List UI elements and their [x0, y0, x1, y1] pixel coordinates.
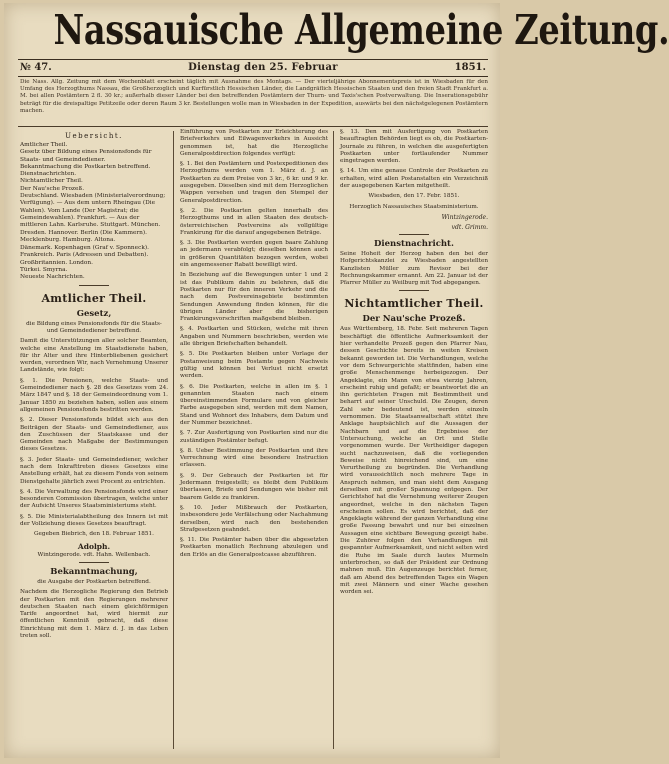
column-divider-1: [173, 131, 174, 749]
overview-item: Bekanntmachung die Postkarten betreffend.: [20, 163, 151, 170]
column-1: [20, 129, 168, 751]
amtlicher-theil-heading: Amtlicher Theil.: [41, 291, 147, 305]
postkarten-paragraph: §. 3. Die Postkarten werden gegen baare Zahlung an jedermann verabfolgt; dieselben können auch in größeren Quantitäten bezogen werden, wobei ein angemessener Rabatt bewilligt wird.: [180, 240, 328, 269]
postkarten-paragraph: §. 8. Ueber Bestimmung der Postkarten und ihre Verrechnung wird eine besondere Instruction erlassen.: [180, 447, 328, 469]
masthead-title: Nassauische Allgemeine Zeitung.: [53, 6, 669, 54]
postkarten-paragraph: §. 9. Der Gebrauch der Postkarten ist für Jedermann freigestellt; es bleibt dem Publikum überlassen, Briefe und Sendungen wie bisher mit baarem Gelde zu frankiren.: [180, 472, 328, 501]
overview-item: Dänemark. Kopenhagen (Graf v. Sponneck).: [20, 245, 149, 252]
postkarten-paragraph: Einführung von Postkarten zur Erleichterung des Briefverkehrs und Eilwagenverkehrs in Aussicht genommen ist, hat die Herzogliche Generalpostdirection folgendes verfügt:: [180, 129, 328, 157]
prozess-heading: Der Nau'sche Prozeß.: [362, 314, 466, 325]
postkarten-paragraph: §. 5. Die Postkarten bleiben unter Vorlage der Postanweisung beim Postamte gegen Nachweis gültig und können bei Verlust nicht ersetzt werden.: [180, 351, 328, 380]
authority-signature: Wintzingerode.: [441, 213, 488, 221]
gesetz-paragraph: §. 1. Die Pensionen, welche Staats- und Gemeindediener nach §. 28 des Gesetzes vom 24. März 1847 und §. 18 der Gemeindeordnung vom 1. Januar 1850 zu beziehen haben, sollen aus einem allgemeinen Pensionsfonds bestritten werden.: [20, 377, 168, 413]
overview-item: Großbritannien. London.: [20, 259, 93, 266]
dienstnachricht-heading: Dienstnachricht.: [374, 238, 454, 249]
postkarten-paragraph: In Beziehung auf die Bewegungen unter 1 und 2 ist das Publikum dahin zu belehren, daß die Postkarten nur für den inneren Verkehr und die nach dem Postvereinsgebiete bestimmten Sendungen Anwendung finden können, für die übrigen Länder aber die bisherigen Frankirungsvorschriften maßgebend bleiben.: [180, 272, 328, 323]
section-divider: [399, 234, 429, 235]
gesetz-countersign: Wintzingerode. vdt. Hahn. Wellenbach.: [37, 551, 151, 558]
postkarten-paragraph: §. 14. Um eine genaue Controle der Postkarten zu erhalten, wird allen Postanstalten ein Verzeichniß der ausgegebenen Karten mitgetheilt.: [340, 168, 488, 190]
overview-item: Türkei. Smyrna.: [20, 267, 68, 274]
gesetz-signature: Adolph.: [77, 541, 111, 551]
gesetz-paragraph: §. 2. Dieser Pensionsfonds bildet sich aus den Beiträgen der Staats- und Gemeindediener, aus den Zuschüssen der Staatskasse und der Gemeinden nach Maßgabe der Bestimmungen dieses Gesetzes.: [20, 417, 168, 453]
issue-year: 1851.: [454, 62, 486, 73]
overview-item: Amtlicher Theil.: [20, 142, 68, 148]
overview-item: Frankreich. Paris (Adressen und Debatten).: [20, 252, 149, 259]
header-divider: [18, 126, 488, 127]
gesetz-paragraph: Damit die Unterstützungen aller solcher Beamten, welche eine Anstellung im Staatsdienste haben, für ihr Alter und ihre Hinterbliebenen gesichert werden, verordnen Wir, nach Vernehmung Unserer Landstände, wie folgt:: [20, 338, 168, 374]
nichtamtlicher-theil-heading: Nichtamtlicher Theil.: [344, 297, 484, 311]
column-divider-2: [333, 131, 334, 749]
bekanntmachung-text: Nachdem die Herzogliche Regierung den Betrieb der Postkarten mit den Regierungen mehrerer deutschen Staaten nach einem gleichförmigen Tarife angeordnet hat, wird hiermit zur öffentlichen Kenntniß gebracht, daß diese Einrichtung mit dem 1. März d. J. in das Leben treten soll.: [20, 589, 168, 640]
postkarten-paragraph: §. 11. Die Postämter haben über die abgesetzten Postkarten monatlich Rechnung abzulegen und den Erlös an die Generalpostcasse abzuführen.: [180, 537, 328, 558]
postkarten-paragraph: §. 1. Bei den Postämtern und Postexpeditionen des Herzogthums werden vom 1. März d. J. an Postkarten zu dem Preise von 3 kr., 6 kr. und 9 kr. ausgegeben. Dieselben sind mit dem Herzoglichen Wappen versehen und tragen den Stempel der Generalpostdirection.: [180, 161, 328, 204]
section-divider: [79, 562, 109, 563]
section-divider: [399, 290, 429, 291]
issue-date: Dienstag den 25. Februar: [188, 62, 338, 73]
prozess-text: Aus Württemberg, 18. Febr. Seit mehreren Tagen beschäftigt die öffentliche Aufmerksamkeit der hier verhandelte Prozeß gegen den Pfarrer Nau, dessen Geschichte bereits in weiten Kreisen bekannt geworden ist. Die Verhandlungen, welche vor dem Schwurgerichte stattfinden, haben eine große Menschenmenge herbeigezogen. Der Angeklagte, ein Mann von etwa vierzig Jahren, erscheint ruhig und gefaßt; er beantwortet die an ihn gerichteten Fragen mit Bestimmtheit und beharrt auf seiner Unschuld. Die Zeugen, deren Zahl sehr bedeutend ist, werden einzeln vernommen. Die Staatsanwaltschaft stützt ihre Anklage hauptsächlich auf die Aussagen der Nachbarn und auf die Ergebnisse der Untersuchung, welche an Ort und Stelle vorgenommen wurde. Der Vertheidiger dagegen sucht nachzuweisen, daß die vorliegenden Beweise nicht hinreichend sind, um eine Verurtheilung zu begründen. Die Verhandlung wird voraussichtlich noch mehrere Tage in Anspruch nehmen, und man sieht dem Ausgang derselben mit großer Spannung entgegen. Der Gerichtshof hat die Vernehmung weiterer Zeugen angeordnet, welche in den nächsten Tagen erscheinen sollen. Es wird berichtet, daß der Angeklagte während der ganzen Verhandlung eine große Fassung bewahrt und nur bei einzelnen Aussagen eine sichtbare Bewegung gezeigt habe. Die Zuhörer folgen den Verhandlungen mit gespannter Aufmerksamkeit, und nicht selten wird die Ruhe im Saale durch lautes Murmeln unterbrochen, so daß der Präsident zur Ordnung mahnen muß. Ein Augenzeuge berichtet ferner, daß am Abend des betreffenden Tages ein Wagen mit zwei Männern und einer Wache gesehen worden sei.: [340, 326, 488, 596]
gesetz-paragraph: §. 4. Die Verwaltung des Pensionsfonds wird einer besonderen Commission übertragen, welche unter der Aufsicht Unseres Staatsministeriums steht.: [20, 488, 168, 510]
column-3: [340, 129, 488, 751]
overview-item: Nichtamtlicher Theil.: [20, 178, 83, 185]
overview-heading: Uebersicht.: [65, 132, 123, 140]
overview-item: Neueste Nachrichten.: [20, 274, 85, 281]
issue-number: № 47.: [20, 62, 52, 73]
bekanntmachung-heading: Bekanntmachung,: [50, 566, 138, 577]
postkarten-paragraph: §. 4. Postkarten und Stücken, welche mit ihren Angaben und Nummern beschrieben, werden wie alle übrigen Briefschaften behandelt.: [180, 326, 328, 348]
bekanntmachung-subtitle: die Ausgabe der Postkarten betreffend.: [37, 578, 151, 585]
overview-item: Der Nau'sche Prozeß.: [20, 185, 85, 192]
overview-item: Deutschland. Wiesbaden (Ministerialverordnung; Verfügung). — Aus dem untern Rheingau (Die Wahlen). Vom Lande (Der Magistrat; die Gemeindewahlen). Frankfurt. — Aus der mittleren Lahn. Karlsruhe. Stuttgart. München. Dresden. Hannover. Berlin (Die Kammern). Mecklenburg. Hamburg. Altona.: [20, 193, 166, 243]
gesetz-paragraph: §. 3. Jeder Staats- und Gemeindediener, welcher nach dem Inkrafttreten dieses Gesetzes eine Anstellung erhält, hat zu diesem Fonds von seinem Dienstgehalte jährlich zwei Procent zu entrichten.: [20, 456, 168, 485]
dateline: [18, 59, 488, 77]
overview-item: Dienstnachrichten.: [20, 171, 77, 178]
postkarten-paragraph: §. 7. Zur Ausfertigung von Postkarten sind nur die zuständigen Postämter befugt.: [180, 430, 328, 444]
overview-item: Gesetz über Bildung eines Pensionsfonds für Staats- und Gemeindediener.: [20, 149, 152, 163]
dienstnachricht-text: Seine Hoheit der Herzog haben den bei der Hofgerichtskanzlei zu Wiesbaden angestellten Kanzlisten Müller zum Revisor bei der Rechnungskammer ernannt. Am 22. Januar ist der Pfarrer Müller zu Weilburg mit Tod abgegangen.: [340, 250, 488, 287]
place-date: Wiesbaden, den 17. Febr. 1851.: [368, 193, 460, 200]
postkarten-paragraph: §. 6. Die Postkarten, welche in allen im §. 1 genannten Staaten nach einem übereinstimmenden Formulare und von gleicher Farbe ausgegeben sind, werden mit dem Namen, Stand und Wohnort des Inhabers, dem Datum und der Nummer bezeichnet.: [180, 383, 328, 426]
gesetz-place-date: Gegeben Biebrich, den 18. Februar 1851.: [34, 531, 154, 538]
postkarten-paragraph: §. 10. Jeder Mißbrauch der Postkarten, insbesondere jede Verfälschung oder Nachahmung derselben, wird nach den bestehenden Strafgesetzen geahndet.: [180, 504, 328, 533]
authority-countersign: vdt. Grimm.: [451, 223, 488, 231]
postkarten-paragraph: §. 2. Die Postkarten gelten innerhalb des Herzogthums und in allen Staaten des deutsch-österreichischen Postvereins als vollgültige Frankirung für die darauf angegebenen Beträge.: [180, 207, 328, 236]
section-divider: [79, 285, 109, 286]
newspaper-page: [4, 3, 669, 758]
gesetz-paragraph: §. 5. Die Ministerialabtheilung des Innern ist mit der Vollziehung dieses Gesetzes beauftragt.: [20, 513, 168, 528]
subscription-notice: Die Nass. Allg. Zeitung mit dem Wochenblatt erscheint täglich mit Ausnahme des Montags. — Der vierteljährige Abonnementspreis ist in Wiesbaden für den Umfang des Herzogthums Nassau, die Großherzoglich und Kurfürstlich Hessischen Länder, die Landgräflich Hessischen Staaten und den freien Stadt Frankfurt a. M. bei allen Postämtern 2 fl. 30 kr.; außerhalb dieser Länder bei den betreffenden Postämtern der Thurn- und Taxis'schen Postverwaltung. Die Inserationsgebühr beträgt für die dreispaltige Petitzeile oder deren Raum 3 kr. Bestellungen wolle man in Wiesbaden in der Expedition, auswärts bei den nächstgelegenen Postämtern machen.: [20, 79, 488, 114]
column-2: [180, 129, 328, 751]
gesetz-heading: Gesetz,: [76, 308, 112, 319]
postkarten-paragraph: §. 13. Den mit Ausfertigung von Postkarten beauftragten Behörden liegt es ob, die Postkarten-Journale zu führen, in welchen die ausgefertigten Postkarten unter fortlaufender Nummer eingetragen werden.: [340, 129, 488, 165]
overview-list: [20, 142, 168, 282]
gesetz-subtitle: die Bildung eines Pensionsfonds für die Staats- und Gemeindediener betreffend.: [26, 320, 162, 334]
issuing-authority: Herzoglich Nassauisches Staatsministerium.: [349, 203, 479, 210]
